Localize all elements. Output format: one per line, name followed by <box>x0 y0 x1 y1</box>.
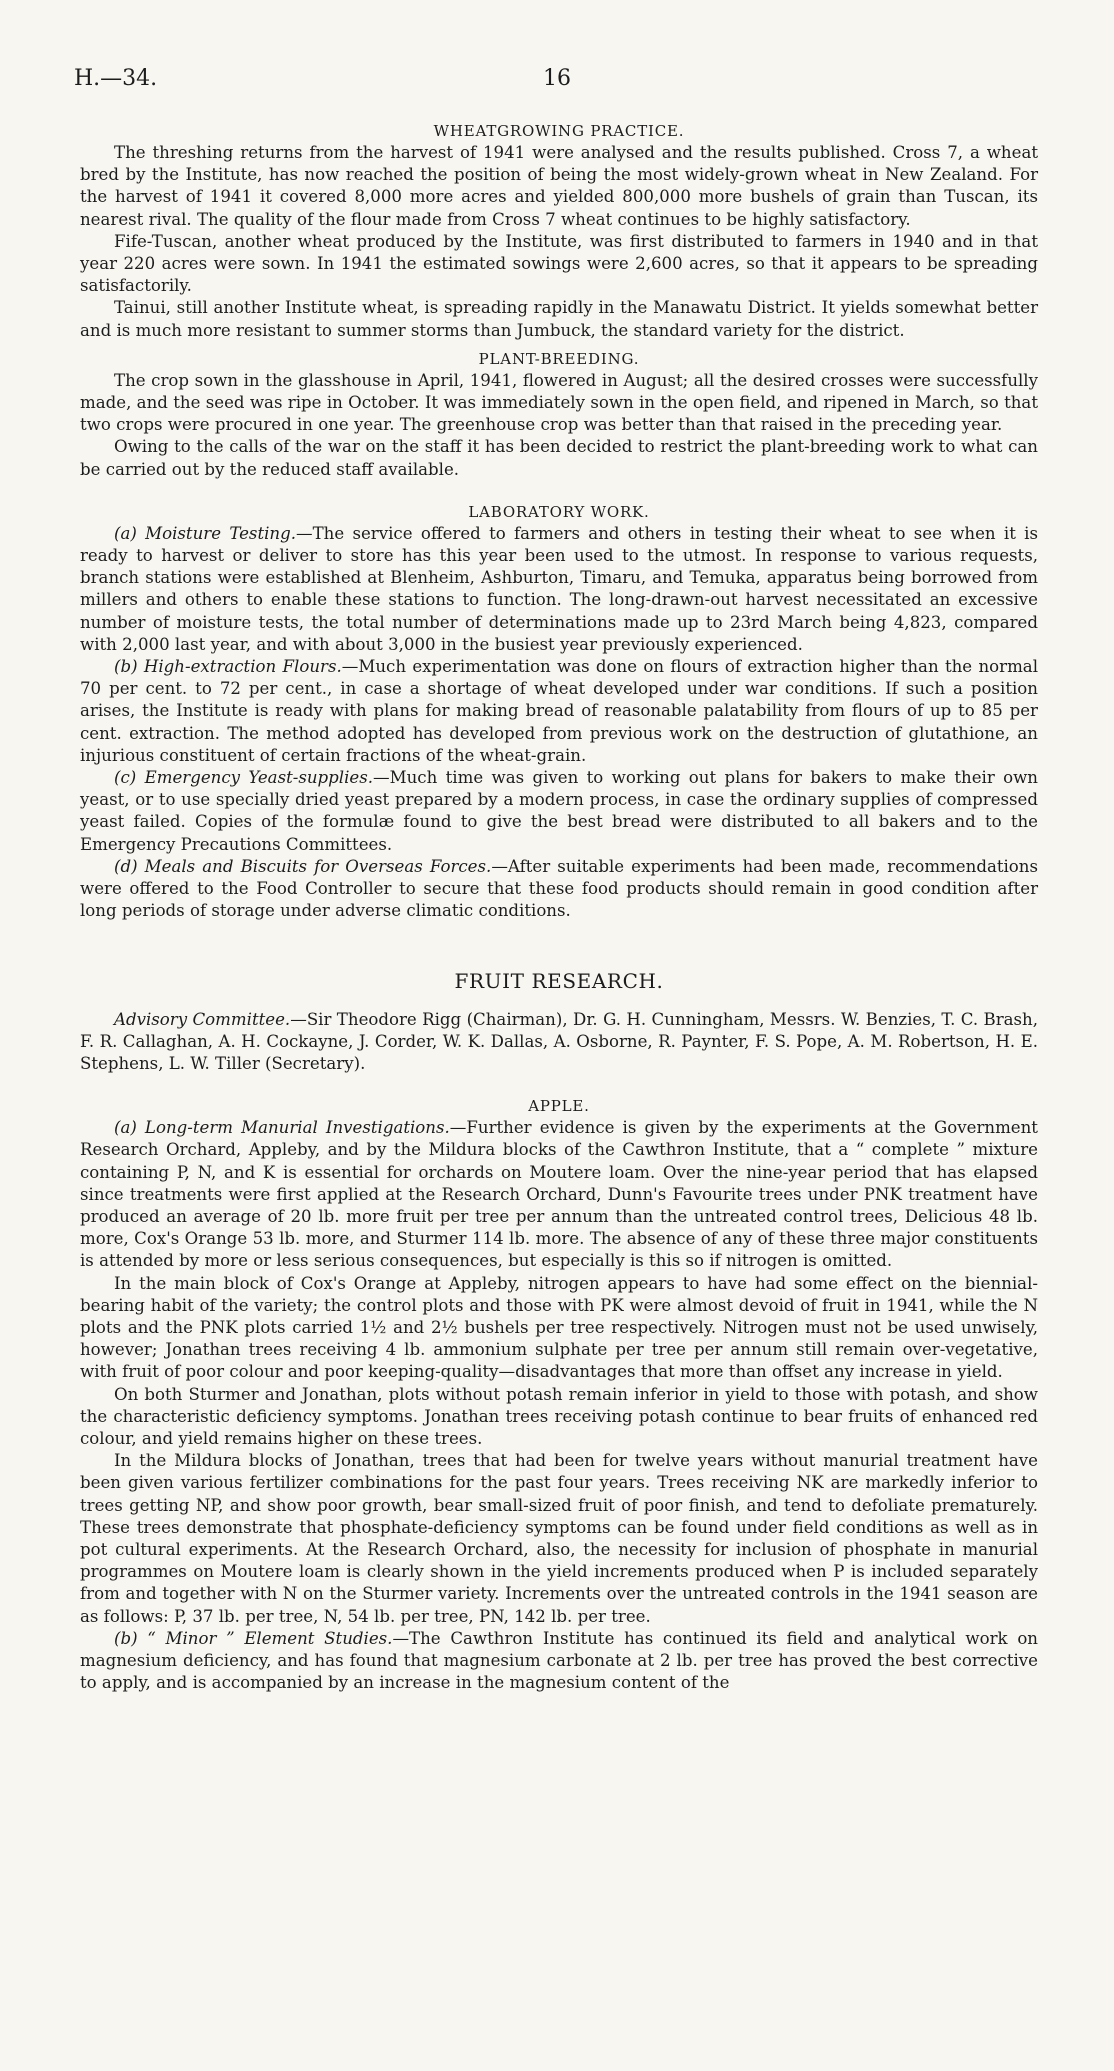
laboratory-d-label: (d) Meals and Biscuits for Overseas Forces. <box>114 856 492 876</box>
laboratory-a-label: (a) Moisture Testing. <box>114 523 297 543</box>
laboratory-d-text: —After suitable experiments had been made, recommendations were offered to the Food Controller to secure that these food products should remain in good condition after long periods of storage under adverse climatic conditions. <box>80 856 1038 921</box>
heading-fruit-research: FRUIT RESEARCH. <box>454 968 664 993</box>
laboratory-paragraph-d <box>80 856 1038 923</box>
apple-paragraph-b <box>80 1628 1038 1695</box>
apple-b-label: (b) “ Minor ” Element Studies. <box>114 1628 393 1648</box>
wheatgrowing-paragraph-2: Fife-Tuscan, another wheat produced by the Institute, was first distributed to farmers in 1940 and in that year 220 acres were sown. In 1941 the estimated sowings were 2,600 acres, so that it appears to be spreading satisfactorily. <box>80 231 1038 296</box>
laboratory-b-text: —Much experimentation was done on flours of extraction higher than the normal 70 per cent. to 72 per cent., in case a shortage of wheat developed under war conditions. If such a position arises, the Institute is ready with plans for making bread of reasonable palatability from flours of up to 85 per cent. extraction. The method adopted has developed from previous work on the destruction of glutathione, an injurious constituent of certain fractions of the wheat-grain. <box>80 657 1039 765</box>
plant-breeding-paragraph-1: The crop sown in the glasshouse in April, 1941, flowered in August; all the desired crosses were successfully made, and the seed was ripe in October. It was immediately sown in the open field, and ripened in March, so that two crops were procured in one year. The greenhouse crop was better than that raised in the preceding year. <box>80 370 1038 435</box>
advisory-committee-paragraph <box>80 1009 1038 1076</box>
page-number: 16 <box>543 66 571 91</box>
apple-a-label: (a) Long-term Manurial Investigations. <box>114 1118 450 1138</box>
heading-wheatgrowing: WHEATGROWING PRACTICE. <box>433 122 685 140</box>
laboratory-a-text: —The service offered to farmers and others in testing their wheat to see when it is ready to harvest or deliver to store has this year been used to the utmost. In response to various requests, branch stations were established at Blenheim, Ashburton, Timaru, and Temuka, apparatus being borrowed from millers and others to enable these stations to function. The long-drawn-out harvest necessitated an excessive number of moisture tests, the total number of determinations made up to 23rd March being 4,823, compared with 2,000 last year, and with about 3,000 in the busiest year previously experienced. <box>80 523 1038 654</box>
laboratory-paragraph-c <box>80 767 1038 856</box>
page-body <box>80 120 1038 1694</box>
heading-apple: APPLE. <box>528 1097 590 1116</box>
apple-paragraph-4: In the Mildura blocks of Jonathan, trees that had been for twelve years without manurial treatment have been given various fertilizer combinations for the past four years. Trees receiving NK are markedly inferior to trees getting NP, and show poor growth, bear small-sized fruit of poor finish, and tend to defoliate prematurely. These trees demonstrate that phosphate-deficiency symptoms can be found under field conditions as well as in pot cultural experiments. At the Research Orchard, also, the necessity for inclusion of phosphate in manurial programmes on Moutere loam is clearly shown in the yield increments produced when P is included separately from and together with N on the Sturmer variety. Increments over the untreated controls in the 1941 season are as follows: P, 37 lb. per tree, N, 54 lb. per tree, PN, 142 lb. per tree. <box>80 1451 1038 1626</box>
apple-a-text: —Further evidence is given by the experiments at the Government Research Orchard, Appleby, and by the Mildura blocks of the Cawthron Institute, that a “ complete ” mixture containing P, N, and K is essential for orchards on Moutere loam. Over the nine-year period that has elapsed since treatments were first applied at the Research Orchard, Dunn's Favourite trees under PNK treatment have produced an average of 20 lb. more fruit per tree per annum than the untreated control trees, Delicious 48 lb. more, Cox's Orange 53 lb. more, and Sturmer 114 lb. more. The absence of any of these three major constituents is attended by more or less serious consequences, but especially is this so if nitrogen is omitted. <box>80 1118 1038 1271</box>
laboratory-c-label: (c) Emergency Yeast-supplies. <box>114 768 374 788</box>
laboratory-paragraph-a <box>80 523 1038 656</box>
apple-paragraph-a <box>80 1117 1038 1272</box>
laboratory-paragraph-b <box>80 656 1038 767</box>
advisory-committee-members: —Sir Theodore Rigg (Chairman), Dr. G. H. Cunningham, Messrs. W. Benzies, T. C. Brash, F. R. Callaghan, A. H. Cockayne, J. Corder, W. K. Dallas, A. Osborne, R. Paynter, F. S. Pope, A. M. Robertson, H. E. Stephens, L. W. Tiller (Secretary). <box>80 1009 1038 1073</box>
page-header <box>74 66 1040 96</box>
laboratory-c-text: —Much time was given to working out plans for bakers to make their own yeast, or to use specially dried yeast prepared by a modern process, in case the ordinary supplies of compressed yeast failed. Copies of the formulæ found to give the best bread were distributed to all bakers and to the Emergency Precautions Committees. <box>80 768 1038 854</box>
wheatgrowing-paragraph-3: Tainui, still another Institute wheat, is spreading rapidly in the Manawatu District. It yields somewhat better and is much more resistant to summer storms than Jumbuck, the standard variety for the district. <box>80 298 1038 340</box>
apple-b-text: —The Cawthron Institute has continued its field and analytical work on magnesium deficiency, and has found that magnesium carbonate at 2 lb. per tree has proved the best corrective to apply, and is accompanied by an increase in the magnesium content of the <box>80 1628 1038 1693</box>
heading-laboratory-work: LABORATORY WORK. <box>468 502 650 521</box>
apple-paragraph-3: On both Sturmer and Jonathan, plots without potash remain inferior in yield to those with potash, and show the characteristic deficiency symptoms. Jonathan trees receiving potash continue to bear fruits of enhanced red colour, and yield remains higher on these trees. <box>80 1384 1038 1448</box>
apple-paragraph-2: In the main block of Cox's Orange at Appleby, nitrogen appears to have had some effect on the biennial-bearing habit of the variety; the control plots and those with PK were almost devoid of fruit in 1941, while the N plots and the PNK plots carried 1½ and 2½ bushels per tree respectively. Nitrogen must not be used unwisely, however; Jonathan trees receiving 4 lb. ammonium sulphate per tree per annum still remain over-vegetative, with fruit of poor colour and poor keeping-quality—disadvantages that more than offset any increase in yield. <box>80 1273 1038 1382</box>
advisory-committee-label: Advisory Committee. <box>114 1009 291 1029</box>
report-reference: H.—34. <box>74 66 158 91</box>
plant-breeding-paragraph-2: Owing to the calls of the war on the staff it has been decided to restrict the plant-breeding work to what can be carried out by the reduced staff available. <box>80 437 1038 479</box>
heading-plant-breeding: PLANT-BREEDING. <box>478 349 640 368</box>
laboratory-b-label: (b) High-extraction Flours. <box>114 657 342 677</box>
wheatgrowing-paragraph-1: The threshing returns from the harvest of 1941 were analysed and the results published. Cross 7, a wheat bred by the Institute, has now reached the position of being the most widely-grown wheat in New Zealand. For the harvest of 1941 it covered 8,000 more acres and yielded 800,000 more bushels of grain than Tuscan, its nearest rival. The quality of the flour made from Cross 7 wheat continues to be highly satisfactory. <box>80 143 1038 229</box>
